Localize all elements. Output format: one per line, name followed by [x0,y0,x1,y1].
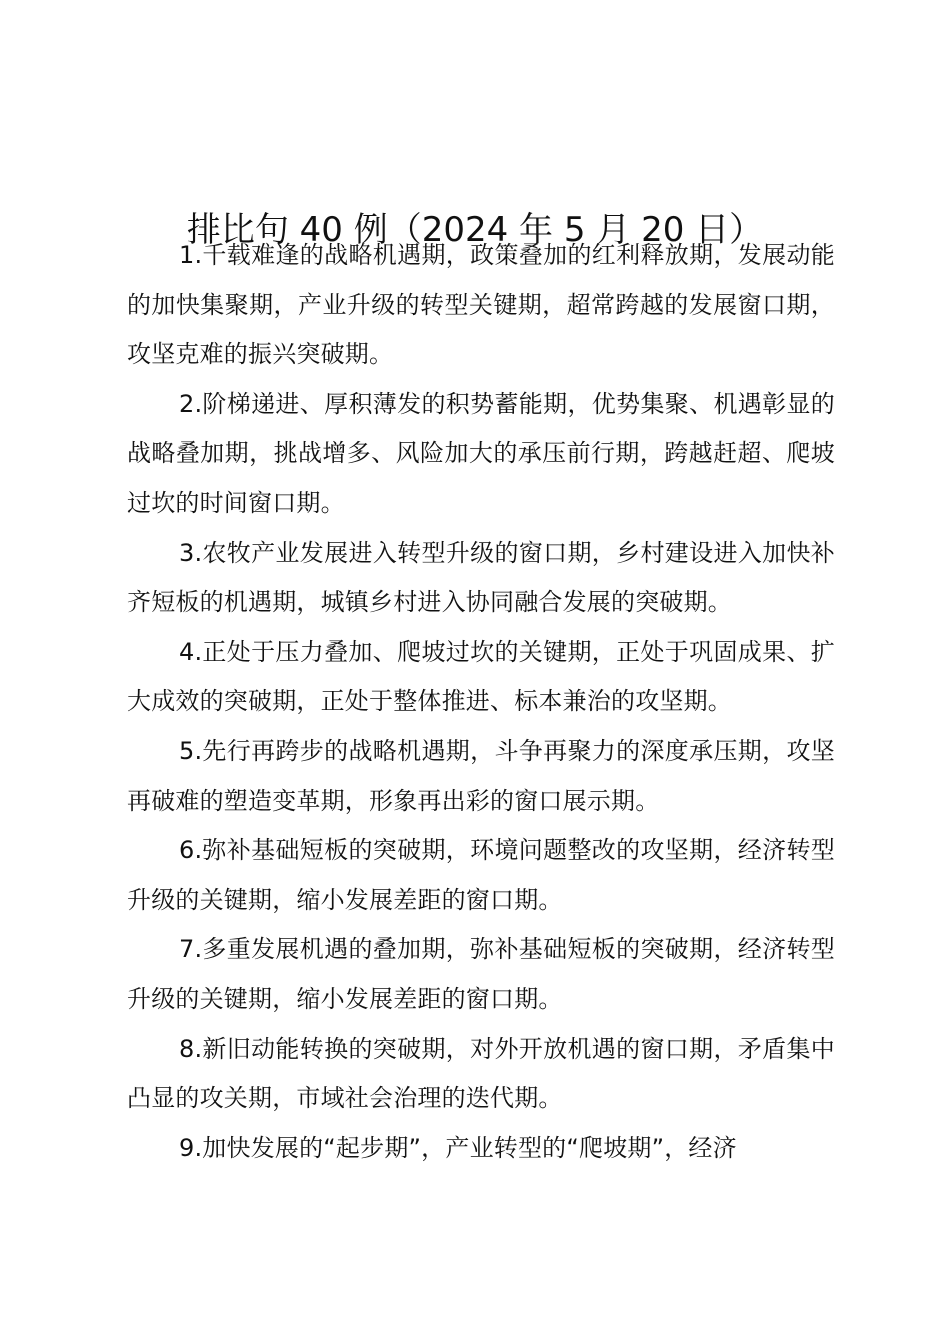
paragraph-5: 5.先行再跨步的战略机遇期，斗争再聚力的深度承压期，攻坚再破难的塑造变革期，形象再出彩的窗口展示期。 [127,736,835,815]
document-body [127,231,835,1173]
paragraph-2: 2.阶梯递进、厚积薄发的积势蓄能期，优势集聚、机遇彰显的战略叠加期，挑战增多、风险加大的承压前行期，跨越赶超、爬坡过坎的时间窗口期。 [127,389,835,517]
paragraph-6: 6.弥补基础短板的突破期，环境问题整改的攻坚期，经济转型升级的关键期，缩小发展差距的窗口期。 [127,836,835,914]
paragraph-4: 4.正处于压力叠加、爬坡过坎的关键期，正处于巩固成果、扩大成效的突破期，正处于整体推进、标本兼治的攻坚期。 [127,637,835,716]
document-title: 排比句 40 例（2024 年 5 月 20 日） [186,209,764,250]
paragraph-8: 8.新旧动能转换的突破期，对外开放机遇的窗口期，矛盾集中凸显的攻关期，市域社会治理的迭代期。 [127,1034,835,1113]
paragraph-3: 3.农牧产业发展进入转型升级的窗口期，乡村建设进入加快补齐短板的机遇期，城镇乡村进入协同融合发展的突破期。 [127,538,835,617]
paragraph-9: 9.加快发展的“起步期”，产业转型的“爬坡期”，经济 [179,1133,737,1162]
paragraph-7: 7.多重发展机遇的叠加期，弥补基础短板的突破期，经济转型升级的关键期，缩小发展差距的窗口期。 [127,935,835,1013]
paragraph-1: 1.千载难逢的战略机遇期，政策叠加的红利释放期，发展动能的加快集聚期，产业升级的转型关键期，超常跨越的发展窗口期，攻坚克难的振兴突破期。 [127,241,835,369]
